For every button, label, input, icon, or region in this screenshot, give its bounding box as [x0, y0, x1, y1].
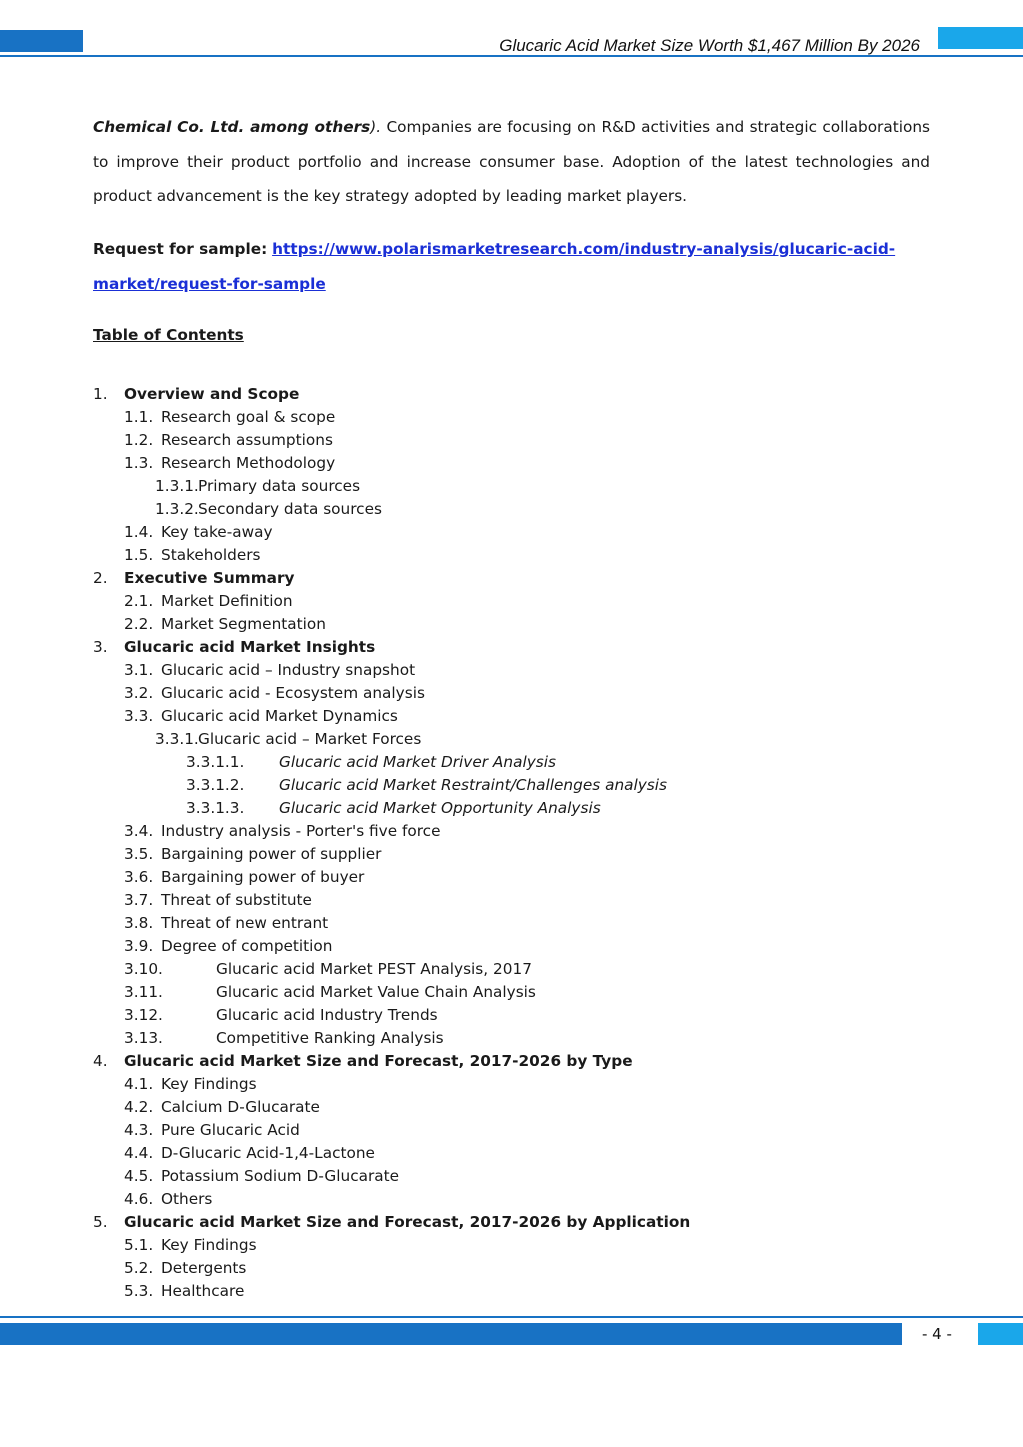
toc-entry-number: 3.	[93, 638, 108, 656]
toc-entry	[0, 684, 1023, 707]
toc-entry-text: Secondary data sources	[198, 500, 382, 518]
toc-entry-number: 1.	[93, 385, 108, 403]
toc-entry	[0, 1144, 1023, 1167]
toc-entry	[0, 960, 1023, 983]
toc-entry-text: Glucaric acid – Industry snapshot	[161, 661, 416, 679]
toc-entry-number: 3.6.	[124, 868, 154, 886]
toc-entry	[0, 1167, 1023, 1190]
toc-entry	[0, 822, 1023, 845]
toc-entry-number: 3.10.	[124, 960, 163, 978]
toc-entry-number: 5.	[93, 1213, 108, 1231]
toc-entry	[0, 707, 1023, 730]
toc-entry-number: 4.4.	[124, 1144, 154, 1162]
toc-entry-number: 2.2.	[124, 615, 154, 633]
toc-entry-text: Bargaining power of buyer	[161, 868, 365, 886]
toc-entry-text: Key Findings	[161, 1075, 257, 1093]
toc-entry-text: D-Glucaric Acid-1,4-Lactone	[161, 1144, 375, 1162]
toc-entry-number: 1.3.2.	[155, 500, 199, 518]
toc-entry	[0, 1052, 1023, 1075]
toc-entry-number: 4.2.	[124, 1098, 154, 1116]
toc-entry	[0, 1236, 1023, 1259]
toc-entry-number: 1.2.	[124, 431, 154, 449]
toc-entry	[0, 408, 1023, 431]
toc-entry-text: Competitive Ranking Analysis	[216, 1029, 444, 1047]
toc-entry	[0, 983, 1023, 1006]
toc-entry-text: Glucaric acid Market Restraint/Challenges analysis	[279, 776, 668, 794]
request-sample	[93, 232, 930, 301]
toc-entry	[0, 477, 1023, 500]
toc-entry-text: Key Findings	[161, 1236, 257, 1254]
toc-entry-number: 5.1.	[124, 1236, 154, 1254]
toc-entry-text: Potassium Sodium D-Glucarate	[161, 1167, 400, 1185]
toc-entry-text: Glucaric acid Industry Trends	[216, 1006, 438, 1024]
toc-entry-number: 3.3.1.	[155, 730, 199, 748]
toc-entry-text: Glucaric acid – Market Forces	[198, 730, 422, 748]
toc-entry-number: 1.5.	[124, 546, 154, 564]
toc-entry-text: Market Definition	[161, 592, 293, 610]
toc-entry	[0, 638, 1023, 661]
toc-entry	[0, 730, 1023, 753]
toc-entry-text: Primary data sources	[198, 477, 361, 495]
toc-entry	[0, 753, 1023, 776]
toc-entry	[0, 799, 1023, 822]
toc-entry-number: 3.2.	[124, 684, 154, 702]
toc-entry-number: 4.6.	[124, 1190, 154, 1208]
toc-entry-text: Degree of competition	[161, 937, 333, 955]
toc-entry-text: Threat of new entrant	[161, 914, 329, 932]
toc-entry-number: 3.3.	[124, 707, 154, 725]
header-bar-right	[938, 27, 1023, 49]
toc-entry-text: Market Segmentation	[161, 615, 326, 633]
toc-entry	[0, 776, 1023, 799]
toc-entry	[0, 592, 1023, 615]
toc-entry-text: Research assumptions	[161, 431, 333, 449]
toc-entry	[0, 1006, 1023, 1029]
toc-entry	[0, 891, 1023, 914]
toc-entry-number: 3.3.1.3.	[186, 799, 245, 817]
page-number: - 4 -	[922, 1325, 952, 1343]
footer-rule	[0, 1316, 1023, 1318]
toc-entry-text: Glucaric acid Market Size and Forecast, 2017-2026 by Type	[124, 1052, 633, 1070]
toc-entry-number: 2.	[93, 569, 108, 587]
request-label: Request for sample:	[93, 240, 268, 258]
toc-entry-number: 1.3.1.	[155, 477, 199, 495]
toc-entry-number: 3.11.	[124, 983, 163, 1001]
toc-entry-number: 5.2.	[124, 1259, 154, 1277]
toc-entry-text: Bargaining power of supplier	[161, 845, 382, 863]
toc-entry-number: 4.	[93, 1052, 108, 1070]
toc-entry-number: 1.1.	[124, 408, 154, 426]
toc-entry-text: Executive Summary	[124, 569, 295, 587]
toc-entry-number: 3.5.	[124, 845, 154, 863]
toc-entry-number: 3.8.	[124, 914, 154, 932]
toc-entry-text: Threat of substitute	[161, 891, 312, 909]
toc-entry-number: 4.5.	[124, 1167, 154, 1185]
footer-bar-left	[0, 1323, 902, 1345]
toc-entry-text: Stakeholders	[161, 546, 261, 564]
toc-entry-number: 3.3.1.1.	[186, 753, 245, 771]
toc-entry	[0, 845, 1023, 868]
header-bar-left	[0, 30, 83, 52]
toc-entry	[0, 868, 1023, 891]
toc-entry-text: Glucaric acid Market Value Chain Analysis	[216, 983, 536, 1001]
toc-entry	[0, 661, 1023, 684]
page-header-title: Glucaric Acid Market Size Worth $1,467 Million By 2026	[499, 36, 920, 55]
toc-entry-text: Research Methodology	[161, 454, 336, 472]
toc-entry-number: 2.1.	[124, 592, 154, 610]
toc-entry-text: Key take-away	[161, 523, 273, 541]
toc-title: Table of Contents	[93, 326, 244, 344]
toc-entry-text: Research goal & scope	[161, 408, 336, 426]
toc-entry	[0, 1098, 1023, 1121]
toc-entry	[0, 500, 1023, 523]
toc-entry	[0, 914, 1023, 937]
toc-entry	[0, 615, 1023, 638]
toc-entry	[0, 431, 1023, 454]
toc-entry-text: Glucaric acid Market Insights	[124, 638, 376, 656]
toc-entry-text: Glucaric acid Market PEST Analysis, 2017	[216, 960, 532, 978]
toc-entry-number: 3.13.	[124, 1029, 163, 1047]
footer-bar-right	[978, 1323, 1023, 1345]
intro-lead-close: ).	[370, 118, 382, 136]
toc-entry	[0, 546, 1023, 569]
toc-entry-text: Glucaric acid Market Size and Forecast, 2017-2026 by Application	[124, 1213, 691, 1231]
toc-entry	[0, 1259, 1023, 1282]
toc-entry	[0, 523, 1023, 546]
toc-entry-number: 5.3.	[124, 1282, 154, 1300]
toc-entry-text: Overview and Scope	[124, 385, 300, 403]
toc-entry-number: 3.9.	[124, 937, 154, 955]
intro-lead: Chemical Co. Ltd. among others	[93, 118, 371, 136]
toc-entry-number: 4.3.	[124, 1121, 154, 1139]
toc-entry-text: Others	[161, 1190, 213, 1208]
toc-entry	[0, 1075, 1023, 1098]
intro-text: Companies are focusing on R&D activities and strategic collaborations to improve their product portfolio and increase consumer base. Adoption of the latest technologies and product advancement is the key strategy adopted by leading market players.	[93, 118, 930, 205]
toc-entry-text: Detergents	[161, 1259, 247, 1277]
toc-entry-number: 3.7.	[124, 891, 154, 909]
toc-entry	[0, 1282, 1023, 1305]
toc-entry	[0, 454, 1023, 477]
intro-paragraph	[93, 110, 930, 214]
toc-entry-text: Glucaric acid - Ecosystem analysis	[161, 684, 425, 702]
toc-entry	[0, 1029, 1023, 1052]
toc-entry	[0, 385, 1023, 408]
toc-entry-number: 3.12.	[124, 1006, 163, 1024]
toc-entry	[0, 1190, 1023, 1213]
toc-entry-text: Glucaric acid Market Dynamics	[161, 707, 398, 725]
toc-entry-number: 4.1.	[124, 1075, 154, 1093]
toc-entry	[0, 569, 1023, 592]
toc-entry-number: 3.4.	[124, 822, 154, 840]
toc-entry-text: Glucaric acid Market Opportunity Analysis	[279, 799, 601, 817]
toc-entry	[0, 1121, 1023, 1144]
toc-entry-text: Healthcare	[161, 1282, 245, 1300]
toc-entry-number: 3.3.1.2.	[186, 776, 245, 794]
toc-entry-text: Calcium D-Glucarate	[161, 1098, 320, 1116]
toc-entry-number: 1.4.	[124, 523, 154, 541]
toc-entry-number: 3.1.	[124, 661, 154, 679]
toc-entry-text: Glucaric acid Market Driver Analysis	[279, 753, 556, 771]
request-sample-link[interactable]: https://www.polarismarketresearch.com/industry-analysis/glucaric-acid-market/request-for-sample	[93, 240, 896, 293]
toc-entry	[0, 1213, 1023, 1236]
toc-entry-text: Pure Glucaric Acid	[161, 1121, 300, 1139]
toc-entry-text: Industry analysis - Porter's five force	[161, 822, 441, 840]
toc-entry	[0, 937, 1023, 960]
toc-entry-number: 1.3.	[124, 454, 154, 472]
